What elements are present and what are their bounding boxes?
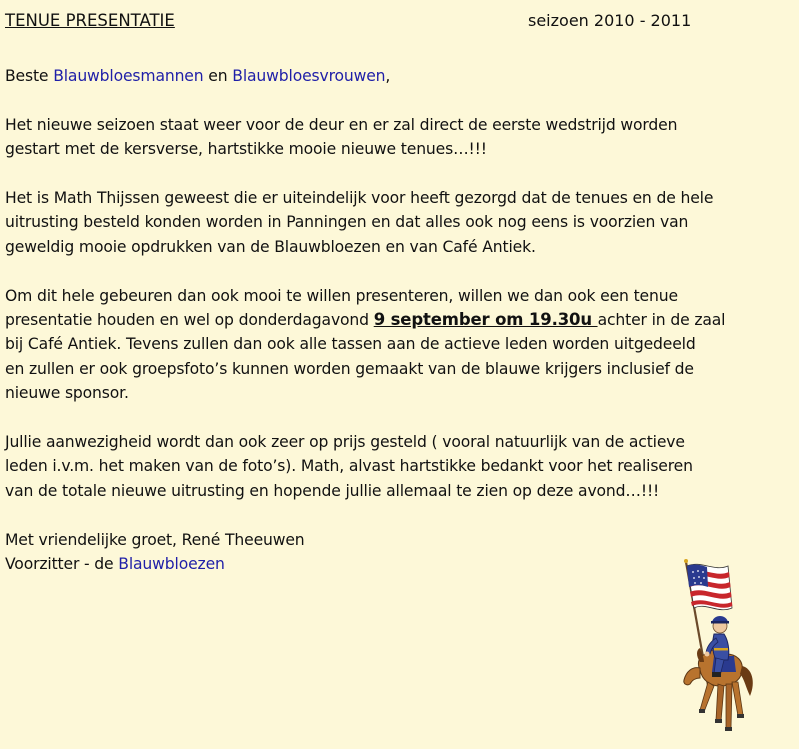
season-label: seizoen 2010 - 2011 bbox=[528, 11, 692, 30]
text-line: Het is Math Thijssen geweest die er uiteindelijk voor heeft gezorgd dat de tenues en de hele bbox=[5, 189, 714, 207]
letter-document bbox=[5, 9, 793, 601]
text-line: uitrusting besteld konden worden in Panningen en dat alles ook nog eens is voorzien van bbox=[5, 213, 689, 232]
letter-header bbox=[5, 9, 793, 39]
signature-role: Voorzitter - de bbox=[5, 555, 119, 574]
text-line: Jullie aanwezigheid wordt dan ook zeer op prijs gesteld ( vooral natuurlijk van de actieve bbox=[5, 433, 685, 452]
text-line: en zullen er ook groepsfoto’s kunnen worden gemaakt van de blauwe krijgers inclusief de bbox=[5, 359, 694, 378]
signature-closing: Met vriendelijke groet, René Theeuwen bbox=[5, 530, 305, 549]
greeting-group-men: Blauwbloesmannen bbox=[53, 67, 204, 85]
text-line: nieuwe sponsor. bbox=[5, 384, 129, 403]
letter-title: TENUE PRESENTATIE bbox=[5, 11, 175, 30]
greeting-group-women: Blauwbloesvrouwen bbox=[232, 67, 386, 85]
paragraph-sponsor bbox=[5, 186, 793, 259]
text-line: bij Café Antiek. Tevens zullen dan ook alle tassen aan de actieve leden worden uitgedeeld bbox=[5, 335, 696, 354]
text-line: presentatie houden en wel op donderdagavond bbox=[5, 311, 374, 330]
cavalry-flag-bearer-icon bbox=[656, 550, 762, 742]
text-line: leden i.v.m. het maken van de foto’s). Math, alvast hartstikke bedankt voor het realiseren bbox=[5, 457, 693, 476]
event-date: 9 september om 19.30u bbox=[373, 310, 598, 330]
paragraph-new-season bbox=[5, 113, 793, 162]
text-line: Om dit hele gebeuren dan ook mooi te willen presenteren, willen we dan ook een tenue bbox=[5, 286, 678, 305]
text-line: achter in de zaal bbox=[597, 311, 726, 330]
greeting-prefix: Beste bbox=[5, 67, 54, 85]
paragraph-presentation bbox=[5, 284, 793, 406]
greeting bbox=[5, 64, 793, 88]
greeting-suffix: , bbox=[385, 67, 391, 85]
signature-org: Blauwbloezen bbox=[118, 555, 225, 574]
text-line: van de totale nieuwe uitrusting en hopende jullie allemaal te zien op deze avond…!!! bbox=[5, 481, 660, 500]
greeting-middle: en bbox=[203, 67, 233, 85]
text-line: Het nieuwe seizoen staat weer voor de deur en er zal direct de eerste wedstrijd worden bbox=[5, 115, 678, 134]
text-line: gestart met de kersverse, hartstikke mooie nieuwe tenues…!!! bbox=[5, 140, 487, 159]
paragraph-attendance bbox=[5, 430, 793, 503]
text-line: geweldig mooie opdrukken van de Blauwbloezen en van Café Antiek. bbox=[5, 237, 536, 256]
